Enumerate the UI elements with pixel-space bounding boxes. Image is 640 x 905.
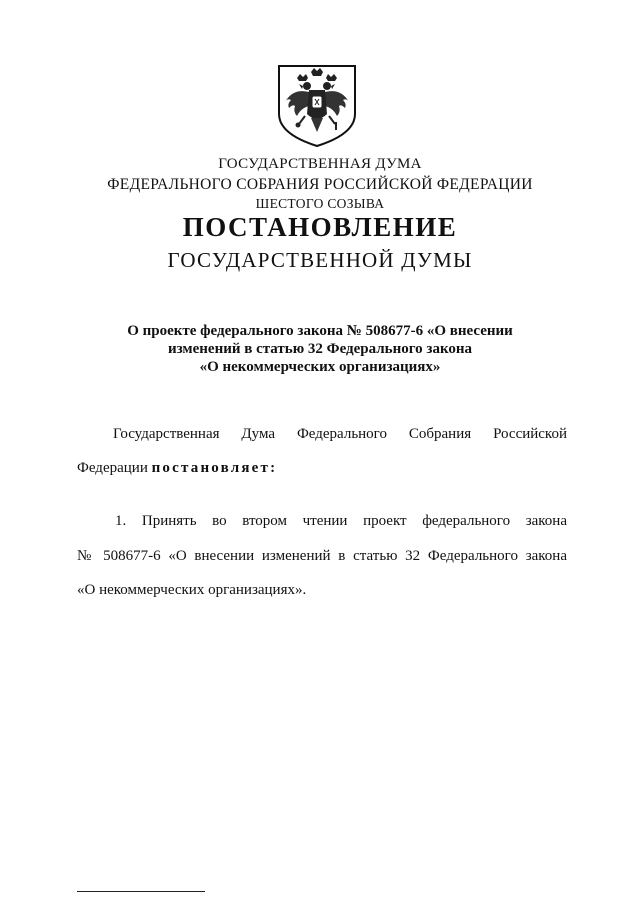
- intro-line-1: Государственная Дума Федерального Собрания Российской: [113, 426, 567, 442]
- item-1-line-1: 1. Принять во втором чтении проект федерального закона: [115, 513, 567, 529]
- intro-line-2: [77, 459, 277, 477]
- document-title: ПОСТАНОВЛЕНИЕ: [182, 212, 458, 242]
- resolution-verb: постановляет:: [151, 460, 278, 476]
- convocation-line: ШЕСТОГО СОЗЫВА: [255, 196, 385, 211]
- document-subtitle: ГОСУДАРСТВЕННОЙ ДУМЫ: [167, 248, 473, 272]
- item-1-line-2: № 508677-6 «О внесении изменений в статью 32 Федерального закона: [77, 548, 567, 564]
- item-1-line-3: «О некоммерческих организациях».: [77, 582, 307, 598]
- org-name-line-1: ГОСУДАРСТВЕННАЯ ДУМА: [218, 156, 422, 172]
- org-name-line-2: ФЕДЕРАЛЬНОГО СОБРАНИЯ РОССИЙСКОЙ ФЕДЕРАЦИИ: [107, 176, 533, 193]
- intro-word: Федерации: [77, 460, 148, 476]
- subject-line-3: «О некоммерческих организациях»: [199, 359, 441, 375]
- double-headed-eagle-icon: [275, 62, 359, 150]
- footnote-divider: [77, 891, 205, 892]
- subject-line-1: О проекте федерального закона № 508677-6 «О внесении: [127, 323, 513, 339]
- subject-line-2: изменений в статью 32 Федерального закона: [167, 341, 473, 357]
